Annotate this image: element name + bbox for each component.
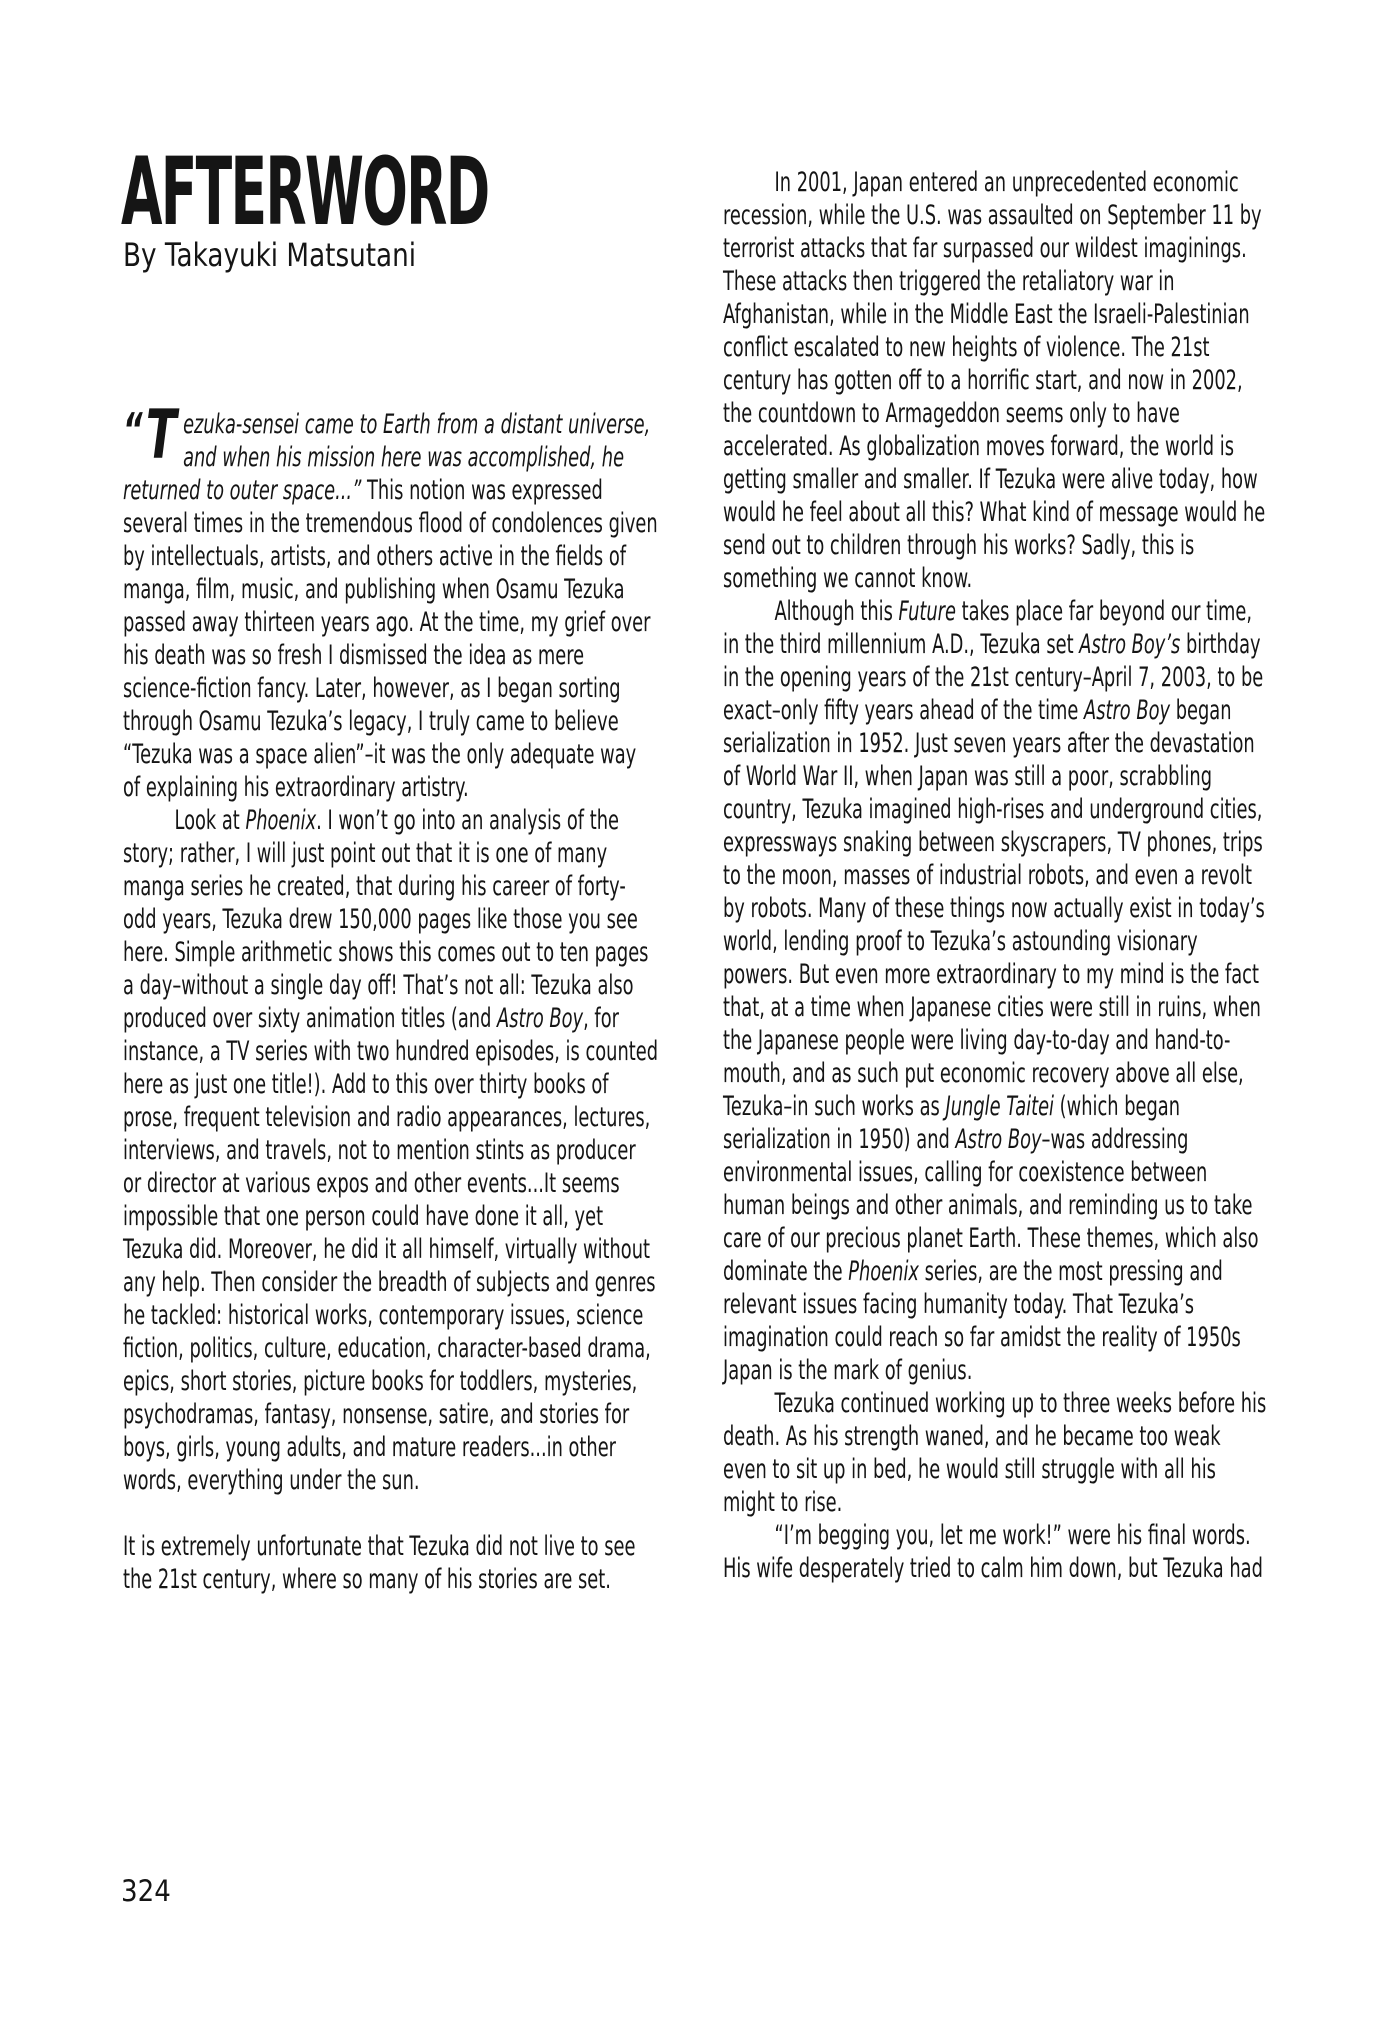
text-run: takes place far beyond our time, in the third millennium A.D., Tezuka set bbox=[723, 596, 1253, 660]
text-run: birthday in the opening years of the 21st century–April 7, 2003, to be exact–only fifty years ahead of the time bbox=[723, 629, 1264, 726]
paragraph bbox=[123, 1530, 659, 1596]
paragraph bbox=[723, 595, 1269, 1387]
paragraph bbox=[123, 396, 659, 804]
text-run: Although this bbox=[774, 596, 899, 627]
right-column bbox=[723, 166, 1269, 1585]
byline: By Takayuki Matsutani bbox=[123, 236, 417, 274]
text-run: (which began serialization in 1950) and bbox=[723, 1091, 1181, 1155]
text-run: –was addressing environmental issues, calling for coexistence between human beings and other animals, and reminding us to take care of our precious planet Earth. These themes, which also dominate the bbox=[723, 1124, 1259, 1287]
italic-text-run: Phoenix bbox=[848, 1256, 919, 1287]
italic-text-run: Astro Boy bbox=[955, 1124, 1042, 1155]
text-run: This notion was expressed several times in the tremendous flood of condolences given by intellectuals, artists, and others active in the fields of manga, film, music, and publishing when Osamu Tezuka passed away thirteen years ago. At the time, my grief over his death was so fresh I dismissed the idea as mere science-fiction fancy. Later, however, as I began sorting through Osamu Tezuka’s legacy, I truly came to believe “Tezuka was a space alien”–it was the only adequate way of explaining his extraordinary artistry. bbox=[123, 475, 658, 803]
open-quote-mark: “ bbox=[123, 403, 143, 457]
italic-text-run: Astro Boy bbox=[497, 1003, 584, 1034]
italic-text-run: ezuka-sensei came to Earth from a distant universe, and when his mission here was accomplished, he returned to outer space...” bbox=[123, 409, 651, 506]
left-column bbox=[123, 396, 659, 1596]
text-run: . I won’t go into an analysis of the story; rather, I will just point out that it is one of many manga series he created, that during his career of forty-odd years, Tezuka drew 150,000 pages like those you see here. Simple arithmetic shows this comes out to ten pages a day–without a single day off! That’s not all: Tezuka also produced over sixty animation titles (and bbox=[123, 805, 649, 1034]
drop-cap: T bbox=[145, 396, 177, 475]
italic-text-run: Future bbox=[898, 596, 956, 627]
text-run: Look at bbox=[174, 805, 246, 836]
paragraph bbox=[723, 1519, 1269, 1585]
italic-text-run: Astro Boy bbox=[1084, 695, 1171, 726]
italic-text-run: Phoenix bbox=[245, 805, 317, 836]
text-run: series, are the most pressing and relevant issues facing humanity today. That Tezuka’s imagination could reach so far amidst the reality of 1950s Japan is the mark of genius. bbox=[723, 1256, 1241, 1386]
text-run: , for instance, a TV series with two hundred episodes, is counted here as just one title!). Add to this over thirty books of prose, frequent television and radio appearances, lectures, interviews, and travels, not to mention stints as producer or director at various expos and other events...It seems impossible that one person could have done it all, yet Tezuka did. Moreover, he did it all himself, virtually without any help. Then consider the breadth of subjects and genres he tackled: historical works, contemporary issues, science fiction, politics, culture, education, character-based drama, epics, short stories, picture books for toddlers, mysteries, psychodramas, fantasy, nonsense, satire, and stories for boys, girls, young adults, and mature readers...in other words, everything under the sun. bbox=[123, 1003, 659, 1496]
text-run: began serialization in 1952. Just seven years after the devastation of World War II, when Japan was still a poor, scrabbling country, Tezuka imagined high-rises and underground cities, expressways snaking between skyscrapers, TV phones, trips to the moon, masses of industrial robots, and even a revolt by robots. Many of these things now actually exist in today’s world, lending proof to Tezuka’s astounding visionary powers. But even more extraordinary to my mind is the fact that, at a time when Japanese cities were still in ruins, when the Japanese people were living day-to-day and hand-to-mouth, and as such put economic recovery above all else, Tezuka–in such works as bbox=[723, 695, 1265, 1122]
text-run: Tezuka continued working up to three weeks before his death. As his strength waned, and he became too weak even to sit up in bed, he would still struggle with all his might to rise. bbox=[723, 1388, 1267, 1518]
text-run: In 2001, Japan entered an unprecedented economic recession, while the U.S. was assaulted on September 11 by terrorist attacks that far surpassed our wildest imaginings. These attacks then triggered the retaliatory war in Afghanistan, while in the Middle East the Israeli-Palestinian conflict escalated to new heights of violence. The 21st century has gotten off to a horrific start, and now in 2002, the countdown to Armageddon seems only to have accelerated. As globalization moves forward, the world is getting smaller and smaller. If Tezuka were alive today, how would he feel about all this? What kind of message would he send out to children through his works? Sadly, this is something we cannot know. bbox=[723, 167, 1266, 594]
italic-text-run: Jungle Taitei bbox=[945, 1091, 1055, 1122]
paragraph bbox=[723, 1387, 1269, 1519]
italic-text-run: Astro Boy’s bbox=[1079, 629, 1181, 660]
text-run: It is extremely unfortunate that Tezuka did not live to see the 21st century, where so many of his stories are set. bbox=[123, 1531, 636, 1595]
paragraph bbox=[123, 804, 659, 1497]
paragraph bbox=[723, 166, 1269, 595]
text-run: “I’m begging you, let me work!” were his final words. His wife desperately tried to calm him down, but Tezuka had bbox=[723, 1520, 1263, 1584]
page-title: AFTERWORD bbox=[121, 138, 489, 247]
page-number: 324 bbox=[121, 1874, 171, 1908]
